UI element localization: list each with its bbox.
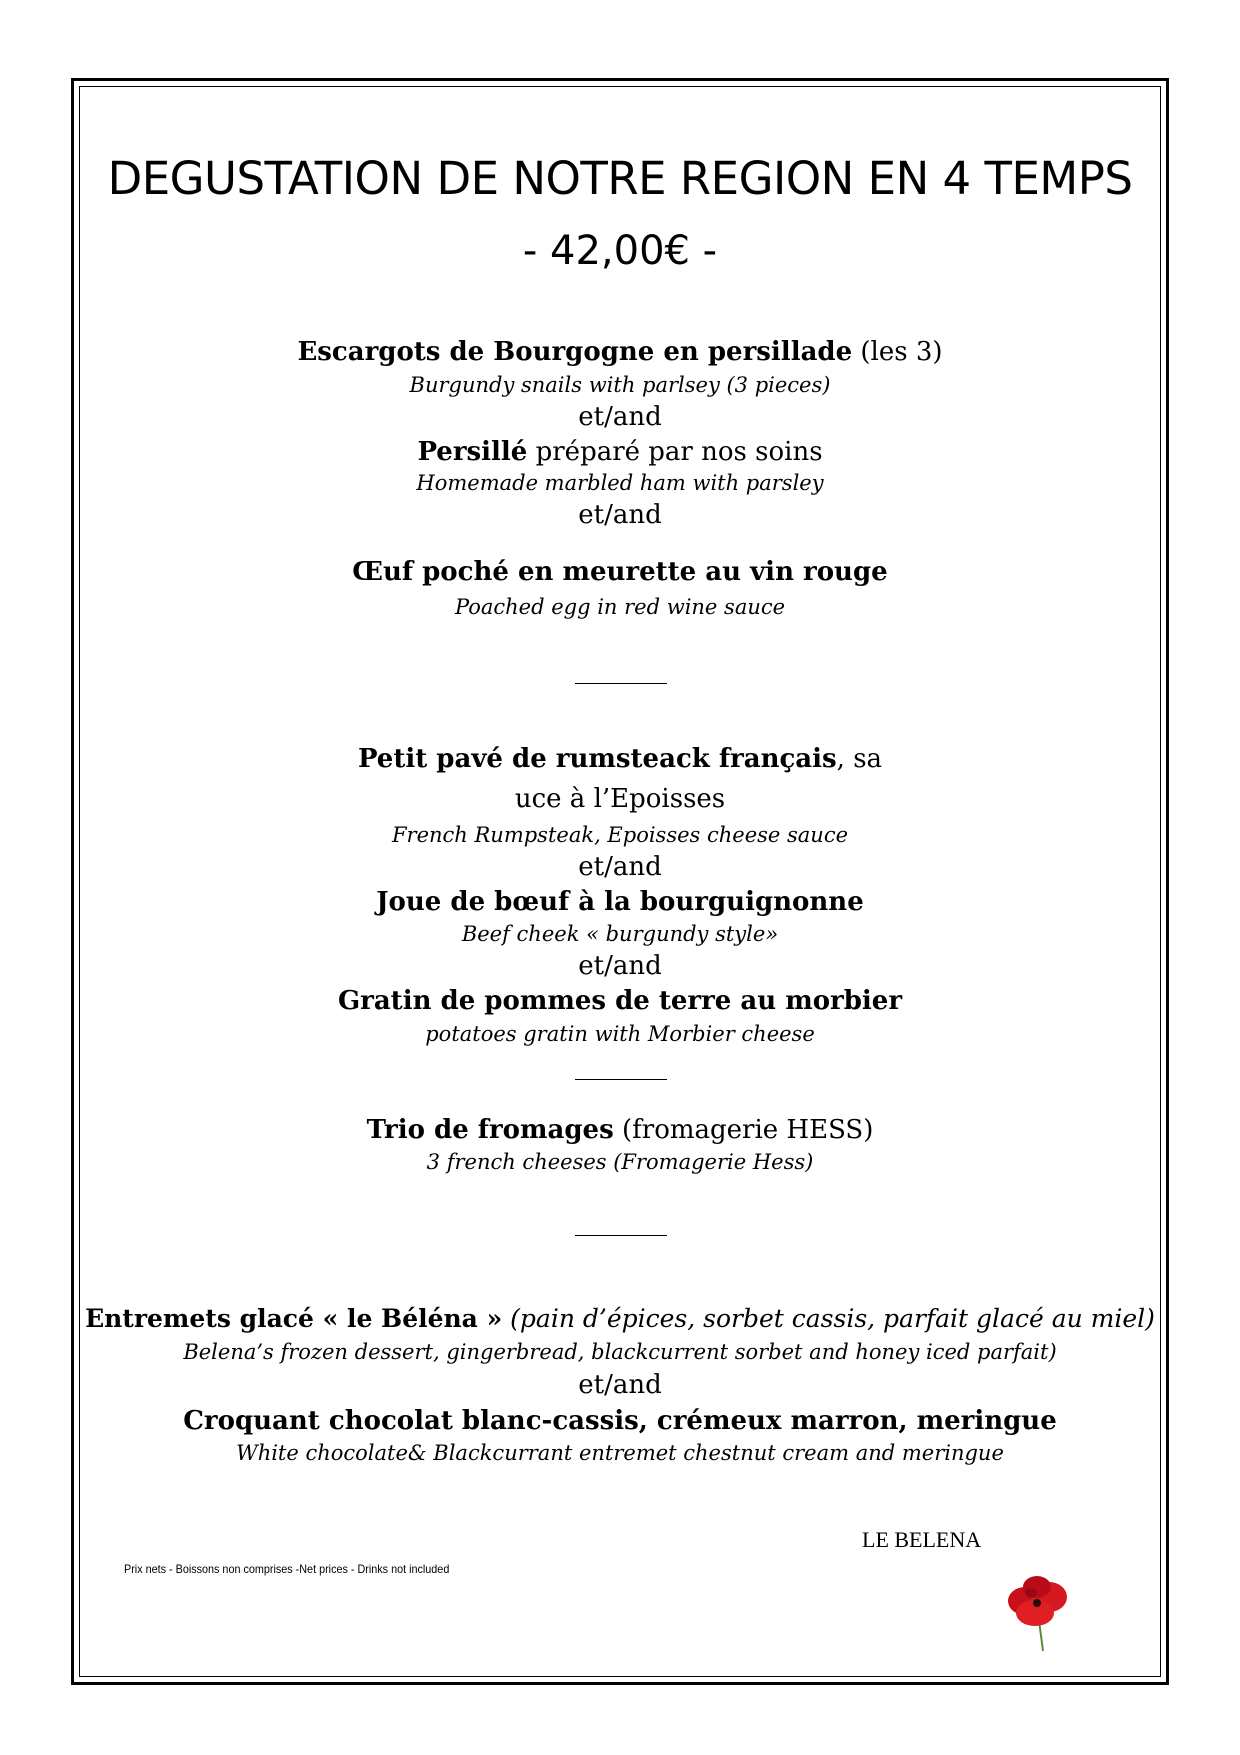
dish-trio-detail: (fromagerie HESS) [613, 1115, 874, 1145]
dish-croquant-name: Croquant chocolat blanc-cassis, crémeux marron, meringue [183, 1406, 1057, 1436]
dish-joue-name: Joue de bœuf à la bourguignonne [376, 887, 864, 917]
dish-entremets-detail: (pain d’épices, sorbet cassis, parfait glacé au miel) [502, 1304, 1155, 1333]
price-note: Prix nets - Boissons non comprises -Net prices - Drinks not included [124, 1562, 450, 1576]
dish-gratin-translation: potatoes gratin with Morbier cheese [425, 1022, 815, 1046]
conjunction: et/and [578, 402, 662, 432]
section-divider [575, 1079, 667, 1080]
dish-entremets-name: Entremets glacé « le Béléna » [85, 1304, 503, 1333]
dish-persille-detail: préparé par nos soins [527, 437, 823, 467]
dish-pave-line2: uce à l’Epoisses [514, 784, 726, 814]
dish-trio-translation: 3 french cheeses (Fromagerie Hess) [426, 1150, 814, 1174]
restaurant-signature: LE BELENA [862, 1527, 982, 1552]
dish-pave-name: Petit pavé de rumsteack français [357, 744, 837, 774]
dish-oeuf-name: Œuf poché en meurette au vin rouge [352, 557, 888, 587]
poppy-flower-icon [1003, 1573, 1073, 1653]
dish-oeuf [79, 557, 1161, 587]
menu-title: DEGUSTATION DE NOTRE REGION EN 4 TEMPS [107, 152, 1133, 205]
dish-persille [79, 437, 1161, 467]
conjunction: et/and [578, 1370, 662, 1400]
dish-entremets-translation: Belena’s frozen dessert, gingerbread, blackcurrent sorbet and honey iced parfait) [183, 1340, 1057, 1364]
dish-entremets [79, 1304, 1161, 1333]
dish-persille-name: Persillé [417, 437, 528, 467]
section-divider [575, 683, 667, 684]
conjunction: et/and [578, 951, 662, 981]
dish-croquant [79, 1406, 1161, 1436]
dish-croquant-translation: White chocolate& Blackcurrant entremet chestnut cream and meringue [236, 1441, 1004, 1465]
dish-pave-translation: French Rumpsteak, Epoisses cheese sauce [391, 823, 849, 847]
dish-escargots [79, 337, 1161, 367]
menu-price: - 42,00€ - [522, 228, 718, 274]
dish-escargots-translation: Burgundy snails with parlsey (3 pieces) [409, 373, 831, 397]
conjunction: et/and [578, 500, 662, 530]
section-divider [575, 1235, 667, 1236]
dish-persille-translation: Homemade marbled ham with parsley [416, 471, 824, 495]
dish-trio [79, 1115, 1161, 1145]
dish-pave [79, 744, 1161, 774]
dish-joue [79, 887, 1161, 917]
dish-escargots-name: Escargots de Bourgogne en persillade [297, 337, 853, 367]
dish-gratin [79, 986, 1161, 1016]
dish-pave-detail: , sa [836, 744, 883, 774]
dish-oeuf-translation: Poached egg in red wine sauce [454, 595, 786, 619]
dish-gratin-name: Gratin de pommes de terre au morbier [337, 986, 903, 1016]
dish-escargots-detail: (les 3) [852, 337, 943, 367]
dish-joue-translation: Beef cheek « burgundy style» [461, 922, 779, 946]
dish-trio-name: Trio de fromages [366, 1115, 614, 1145]
conjunction: et/and [578, 852, 662, 882]
